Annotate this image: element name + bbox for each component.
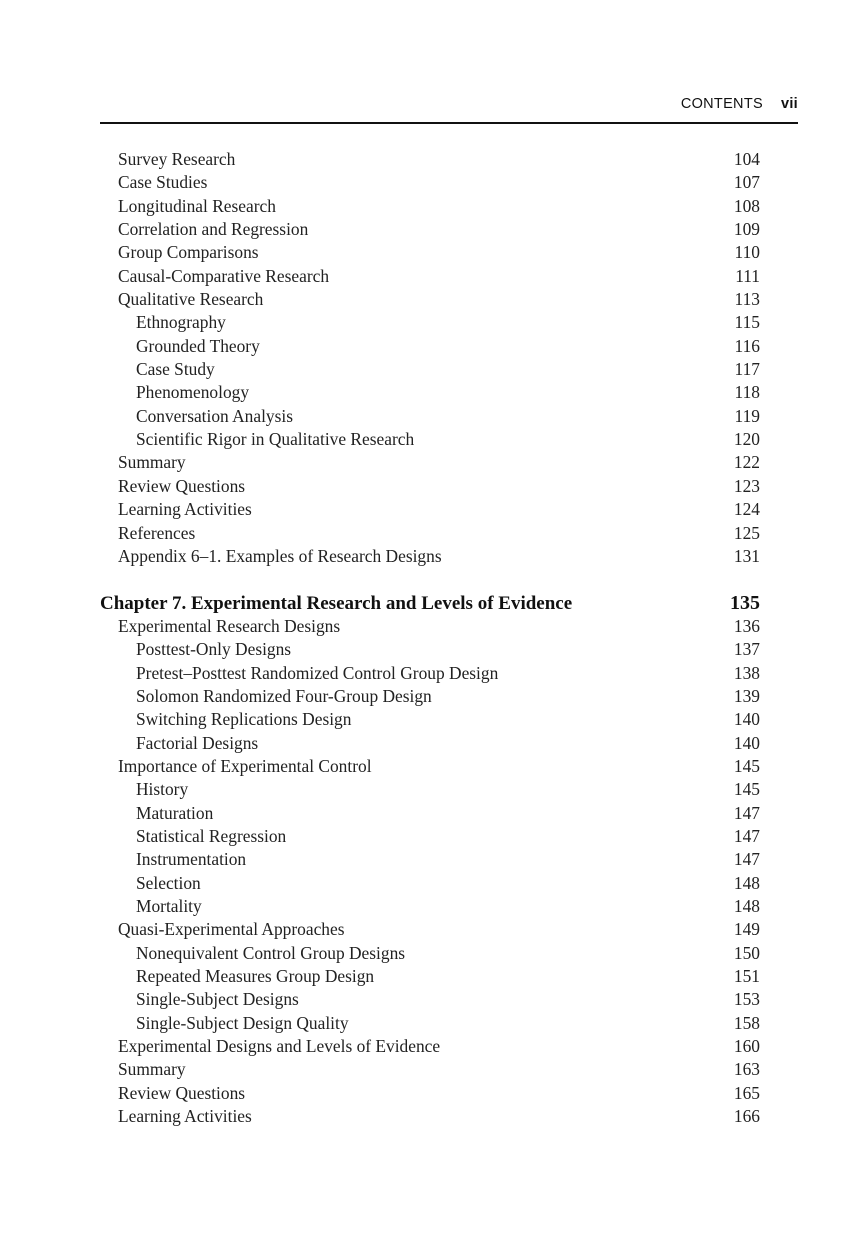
toc-entry-title: Importance of Experimental Control [118, 755, 372, 776]
toc-entry-title: Correlation and Regression [118, 219, 309, 240]
toc-entry[interactable] [100, 171, 760, 194]
toc-entry[interactable] [100, 732, 760, 755]
toc-entry-page: 118 [734, 382, 760, 403]
toc-entry-title: Grounded Theory [136, 335, 260, 356]
toc-entry-title: Statistical Regression [136, 825, 287, 846]
toc-entry-title: Pretest–Posttest Randomized Control Group Design [136, 662, 499, 683]
toc-entry-title: Nonequivalent Control Group Designs [136, 942, 406, 963]
toc-entry-page: 116 [734, 335, 760, 356]
toc-entry-page: 104 [733, 149, 760, 169]
toc-entry-title: Maturation [136, 802, 214, 823]
toc-entry-title: Mortality [136, 896, 202, 916]
header-rule [100, 122, 798, 124]
toc-entry-title: Single-Subject Design Quality [136, 1012, 349, 1033]
toc-entry[interactable] [100, 475, 760, 498]
toc-entry-title: Case Studies [118, 172, 208, 193]
toc-entry[interactable] [100, 522, 760, 545]
toc-entry-page: 145 [733, 755, 760, 776]
toc-entry[interactable] [100, 965, 760, 988]
toc-entry[interactable] [100, 1035, 760, 1058]
toc-entry[interactable] [100, 265, 760, 288]
toc-entry-title: Selection [136, 872, 201, 893]
toc-entry-page: 120 [733, 429, 760, 450]
toc-entry-title: References [118, 522, 196, 543]
toc-entry-page: 117 [734, 359, 760, 380]
toc-entry-title: Learning Activities [118, 499, 252, 520]
toc-entry-page: 125 [733, 522, 760, 543]
toc-entry[interactable] [100, 545, 760, 568]
toc-entry-page: 109 [733, 219, 760, 240]
toc-entry[interactable] [100, 148, 760, 171]
toc-entry-page: 140 [733, 732, 760, 753]
toc-entry[interactable] [100, 708, 760, 731]
toc-section-chapter-7 [100, 615, 760, 1129]
toc-entry-page: 113 [734, 289, 760, 310]
toc-entry-page: 151 [733, 966, 760, 987]
toc-entry[interactable] [100, 288, 760, 311]
toc-entry-page: 153 [733, 989, 760, 1010]
toc-entry-page: 145 [733, 779, 760, 800]
toc-entry-title: Causal-Comparative Research [118, 265, 330, 286]
toc-entry[interactable] [100, 615, 760, 638]
toc-entry-title: Ethnography [136, 312, 226, 333]
toc-entry[interactable] [100, 428, 760, 451]
toc-entry-page: 137 [733, 639, 760, 660]
toc-entry-title: Experimental Designs and Levels of Evidence [118, 1036, 441, 1057]
toc-entry-title: Single-Subject Designs [136, 989, 299, 1010]
toc-entry[interactable] [100, 662, 760, 685]
toc-entry[interactable] [100, 1058, 760, 1081]
toc-entry-page: 136 [733, 615, 760, 636]
toc-entry[interactable] [100, 755, 760, 778]
chapter-page-number: 135 [730, 591, 760, 614]
toc-entry-title: Repeated Measures Group Design [136, 966, 375, 987]
chapter-title: Chapter 7. Experimental Research and Levels of Evidence [100, 592, 573, 614]
toc-entry-title: Conversation Analysis [136, 405, 293, 426]
toc-entry[interactable] [100, 381, 760, 404]
toc-entry-title: History [136, 779, 189, 800]
toc-entry[interactable] [100, 872, 760, 895]
toc-entry-title: Group Comparisons [118, 242, 259, 263]
toc-entry-page: 115 [734, 312, 760, 333]
page-folio: vii [780, 96, 798, 112]
toc-entry-title: Quasi-Experimental Approaches [118, 919, 345, 940]
toc-entry-page: 139 [733, 685, 760, 706]
toc-entry-page: 158 [733, 1012, 760, 1033]
toc-entry[interactable] [100, 802, 760, 825]
toc-entry[interactable] [100, 778, 760, 801]
toc-entry[interactable] [100, 1105, 760, 1128]
running-head-label: CONTENTS [680, 96, 763, 112]
table-of-contents [100, 148, 760, 1128]
toc-entry-page: 148 [733, 872, 760, 893]
toc-entry[interactable] [100, 311, 760, 334]
toc-entry-title: Survey Research [118, 149, 236, 169]
toc-entry-title: Factorial Designs [136, 732, 259, 753]
toc-entry-title: Switching Replications Design [136, 709, 352, 730]
toc-entry-title: Scientific Rigor in Qualitative Research [136, 429, 415, 450]
toc-entry-page: 122 [733, 452, 760, 473]
toc-entry-page: 111 [735, 265, 760, 286]
toc-entry[interactable] [100, 1082, 760, 1105]
toc-entry-page: 165 [733, 1082, 760, 1103]
toc-entry-title: Case Study [136, 359, 215, 380]
toc-entry-title: Learning Activities [118, 1106, 252, 1127]
toc-entry[interactable] [100, 942, 760, 965]
toc-entry-title: Experimental Research Designs [118, 615, 341, 636]
toc-entry[interactable] [100, 825, 760, 848]
toc-entry-title: Appendix 6–1. Examples of Research Designs [118, 545, 442, 566]
toc-entry[interactable] [100, 218, 760, 241]
toc-entry[interactable] [100, 848, 760, 871]
toc-entry-page: 108 [733, 195, 760, 216]
toc-entry-page: 124 [733, 499, 760, 520]
toc-entry[interactable] [100, 195, 760, 218]
toc-entry-title: Posttest-Only Designs [136, 639, 292, 660]
toc-entry-page: 149 [733, 919, 760, 940]
toc-entry-page: 148 [733, 896, 760, 916]
toc-entry-page: 119 [734, 405, 760, 426]
toc-entry-title: Summary [118, 1059, 186, 1080]
chapter-heading[interactable] [100, 592, 760, 615]
toc-entry-page: 160 [733, 1036, 760, 1057]
toc-entry-title: Solomon Randomized Four-Group Design [136, 685, 432, 706]
toc-entry[interactable] [100, 405, 760, 428]
toc-entry-page: 110 [734, 242, 760, 263]
toc-section-chapter-6-continued [100, 148, 760, 568]
toc-entry-page: 163 [733, 1059, 760, 1080]
toc-entry-page: 140 [733, 709, 760, 730]
toc-entry[interactable] [100, 451, 760, 474]
running-head [100, 96, 798, 112]
toc-entry[interactable] [100, 335, 760, 358]
toc-entry-page: 123 [733, 475, 760, 496]
toc-entry-title: Phenomenology [136, 382, 250, 403]
toc-entry[interactable] [100, 358, 760, 381]
toc-entry-page: 150 [733, 942, 760, 963]
toc-entry[interactable] [100, 895, 760, 918]
toc-entry[interactable] [100, 988, 760, 1011]
toc-entry-title: Qualitative Research [118, 289, 264, 310]
toc-entry-page: 138 [733, 662, 760, 683]
toc-entry[interactable] [100, 498, 760, 521]
toc-entry-page: 147 [733, 849, 760, 870]
toc-entry-title: Summary [118, 452, 186, 473]
toc-entry-page: 147 [733, 802, 760, 823]
toc-entry-page: 147 [733, 825, 760, 846]
toc-entry[interactable] [100, 1012, 760, 1035]
toc-entry-page: 107 [733, 172, 760, 193]
toc-entry-title: Longitudinal Research [118, 195, 276, 216]
toc-entry-title: Instrumentation [136, 849, 247, 870]
toc-entry[interactable] [100, 918, 760, 941]
toc-entry[interactable] [100, 685, 760, 708]
toc-entry-page: 131 [733, 545, 760, 566]
toc-entry[interactable] [100, 241, 760, 264]
toc-entry-title: Review Questions [118, 1082, 246, 1103]
toc-entry-title: Review Questions [118, 475, 246, 496]
toc-entry[interactable] [100, 638, 760, 661]
toc-entry-page: 166 [733, 1106, 760, 1127]
